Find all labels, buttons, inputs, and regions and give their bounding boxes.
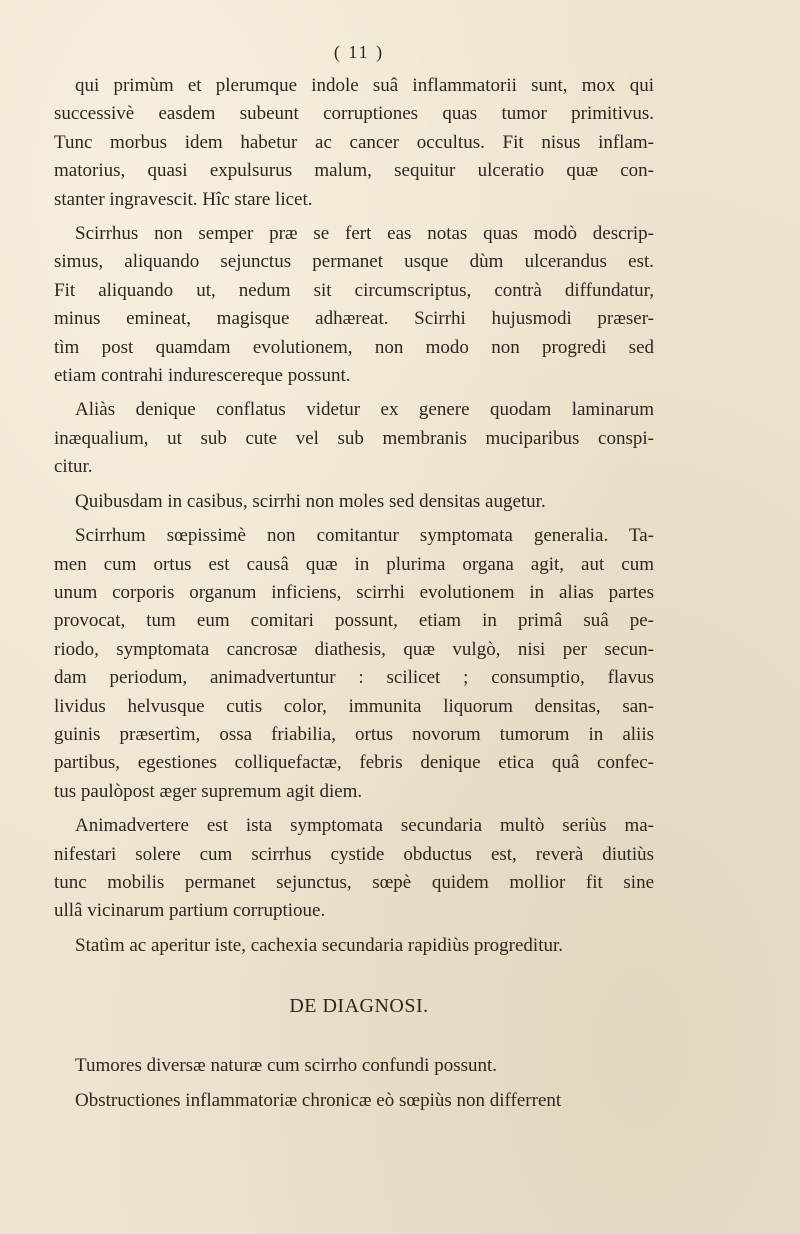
- text-line: successivè easdem subeunt corruptiones quas tumor primitivus.: [54, 103, 654, 125]
- text-line: etiam contrahi indurescereque possunt.: [54, 365, 351, 387]
- paragraph: [54, 72, 654, 214]
- text-line: matorius, quasi expulsurus malum, sequitur ulceratio quæ con-: [54, 160, 654, 182]
- text-line: inæqualium, ut sub cute vel sub membranis muciparibus conspi-: [54, 427, 654, 449]
- paragraph: [54, 488, 654, 516]
- text-line: partibus, egestiones colliquefactæ, febris denique etica quâ confec-: [54, 752, 654, 774]
- text-line: Animadvertere est ista symptomata secundaria multò seriùs ma-: [75, 815, 654, 837]
- text-line: nifestari solere cum scirrhus cystide obductus est, reverà diutiùs: [54, 843, 654, 865]
- page-number: ( 11 ): [333, 42, 385, 62]
- text-line: stanter ingravescit. Hîc stare licet.: [54, 188, 313, 210]
- text-line: minus emineat, magisque adhæreat. Scirrhi hujusmodi præser-: [54, 308, 654, 330]
- text-body-continued: [54, 1052, 654, 1115]
- text-line: tunc mobilis permanet sejunctus, sœpè quidem mollior fit sine: [54, 871, 654, 893]
- paragraph: [54, 932, 654, 960]
- text-line: riodo, symptomata cancrosæ diathesis, quæ vulgò, nisi per secun-: [54, 638, 654, 660]
- text-line: dam periodum, animadvertuntur : scilicet ; consumptio, flavus: [54, 667, 654, 689]
- text-line: tìm post quamdam evolutionem, non modo non progredi sed: [54, 336, 654, 358]
- text-line: qui primùm et plerumque indole suâ inflammatorii sunt, mox qui: [75, 75, 654, 96]
- text-line: guinis præsertìm, ossa friabilia, ortus novorum tumorum in aliis: [54, 723, 654, 745]
- paragraph: [54, 396, 654, 481]
- paragraph: [54, 522, 654, 806]
- text-line: men cum ortus est causâ quæ in plurima organa agit, aut cum: [54, 553, 654, 575]
- text-line: Tunc morbus idem habetur ac cancer occultus. Fit nisus inflam-: [54, 131, 654, 153]
- text-line: Quibusdam in casibus, scirrhi non moles sed densitas augetur.: [75, 490, 546, 512]
- text-line: Scirrhus non semper præ se fert eas notas quas modò descrip-: [75, 223, 654, 245]
- text-body: [54, 72, 654, 960]
- paragraph: [54, 812, 654, 926]
- text-line: Scirrhum sœpissimè non comitantur symptomata generalia. Ta-: [75, 525, 654, 547]
- text-line: ullâ vicinarum partium corruptioue.: [54, 900, 326, 922]
- document-page: [54, 38, 654, 1121]
- text-line: Statìm ac aperitur iste, cachexia secundaria rapidiùs progreditur.: [75, 934, 564, 956]
- text-line: Obstructiones inflammatoriæ chronicæ eò sœpiùs non differrent: [75, 1089, 562, 1111]
- text-line: citur.: [54, 456, 93, 478]
- text-line: lividus helvusque cutis color, immunita liquorum densitas, san-: [54, 695, 654, 717]
- text-line: simus, aliquando sejunctus permanet usque dùm ulcerandus est.: [54, 251, 654, 273]
- paragraph: [54, 1052, 654, 1080]
- text-line: tus paulòpost æger supremum agit diem.: [54, 780, 363, 802]
- paragraph: [54, 220, 654, 390]
- section-heading: DE DIAGNOSI.: [289, 995, 429, 1018]
- text-line: Fit aliquando ut, nedum sit circumscriptus, contrà diffundatur,: [54, 279, 654, 301]
- text-line: Aliàs denique conflatus videtur ex genere quodam laminarum: [75, 399, 654, 421]
- text-line: Tumores diversæ naturæ cum scirrho confundi possunt.: [75, 1055, 498, 1077]
- text-line: provocat, tum eum comitari possunt, etiam in primâ suâ pe-: [54, 610, 654, 632]
- paragraph: [54, 1087, 654, 1115]
- text-line: unum corporis organum inficiens, scirrhi evolutionem in alias partes: [54, 581, 654, 603]
